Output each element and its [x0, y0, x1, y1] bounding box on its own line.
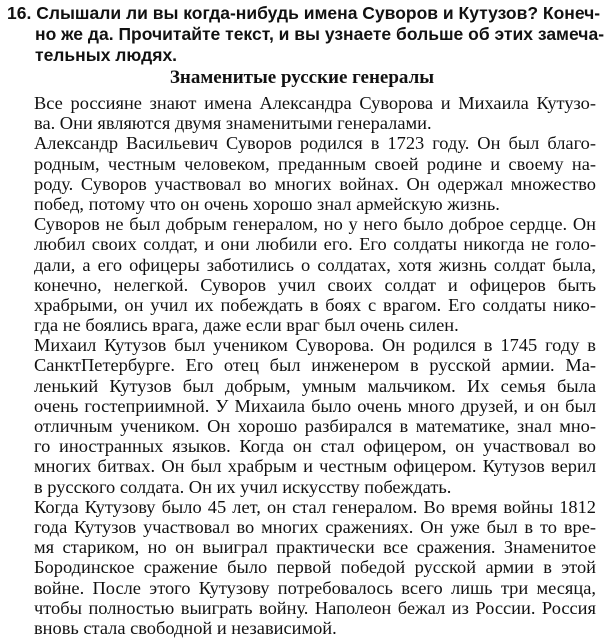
task-line-2: но же да. Прочитайте текст, и вы узнаете больше об этих замеча-: [35, 24, 604, 44]
text-line: очень гостеприимной. У Михаила было очень много друзей, и он был: [34, 395, 596, 416]
text-line: гда не боялись врага, даже если враг был очень силен.: [34, 315, 459, 336]
article-body: [34, 93, 596, 638]
task-line-1: [7, 3, 601, 24]
text-line: побед, потому что он очень хорошо знал армейскую жизнь.: [34, 193, 500, 214]
text-line: ва. Они являются двумя знаменитыми генералами.: [34, 113, 432, 134]
text-line: Все россияне знают имена Александра Суворова и Михаила Кутузо-: [34, 93, 596, 113]
text-line: конечно, нелегкой. Суворов учил своих солдат и офицеров быть: [34, 274, 596, 295]
text-line: родным, честным человеком, преданным своей родине и своему на-: [34, 153, 596, 174]
text-line: любил своих солдат, и они любили его. Его солдаты никогда не голо-: [34, 234, 596, 255]
text-line: чтобы полностью выиграть войну. Наполеон бежал из России. Россия: [34, 597, 596, 618]
text-line: года Кутузов участвовал во многих сражениях. Он уже был в то вре-: [34, 516, 596, 537]
text-line: Михаил Кутузов был учеником Суворова. Он родился в 1745 году в: [34, 335, 596, 356]
task-instruction: [7, 3, 604, 66]
text-line: дали, а его офицеры заботились о солдатах, хотя жизнь солдат была,: [34, 254, 596, 275]
task-line-3: тельных людях.: [35, 45, 178, 65]
text-line: Суворов не был добрым генералом, но у него было доброе сердце. Он: [34, 214, 596, 235]
text-line: отличным учеником. Он хорошо разбирался в математике, знал мно-: [34, 416, 596, 436]
text-line: в русского солдата. Он их учил искусству побеждать.: [34, 476, 452, 497]
task-number: 16.: [7, 3, 32, 23]
text-line: храбрыми, он учил их побеждать в боях с врагом. Его солдаты нико-: [34, 294, 596, 315]
article-title: Знаменитые русские генералы: [169, 67, 435, 88]
text-line: Бородинское сражение было первой победой русской армии в этой: [34, 557, 596, 578]
text-line: Александр Васильевич Суворов родился в 1723 году. Он был благо-: [34, 133, 596, 154]
text-line: роду. Суворов участвовал во многих войнах. Он одержал множество: [34, 173, 596, 194]
text-line: многих битвах. Он был храбрым и честным офицером. Кутузов верил: [34, 456, 596, 477]
text-line: мя стариком, но он выиграл практически все сражения. Знаменитое: [34, 537, 596, 558]
text-line: войне. После этого Кутузову потребовалось всего лишь три месяца,: [34, 577, 596, 598]
text-line: Когда Кутузову было 45 лет, он стал генералом. Во время войны 1812: [34, 496, 596, 517]
text-line: го иностранных языков. Когда он стал офицером, он участвовал во: [34, 436, 596, 457]
text-line: вновь стала свободной и независимой.: [34, 617, 337, 638]
text-line: СанктПетербурге. Его отец был инженером в русской армии. Ма-: [34, 355, 596, 376]
text-line: ленький Кутузов был добрым, умным мальчиком. Их семья была: [34, 375, 596, 396]
task-text-1: Слышали ли вы когда-нибудь имена Суворов и Кутузов? Конеч-: [36, 3, 601, 23]
